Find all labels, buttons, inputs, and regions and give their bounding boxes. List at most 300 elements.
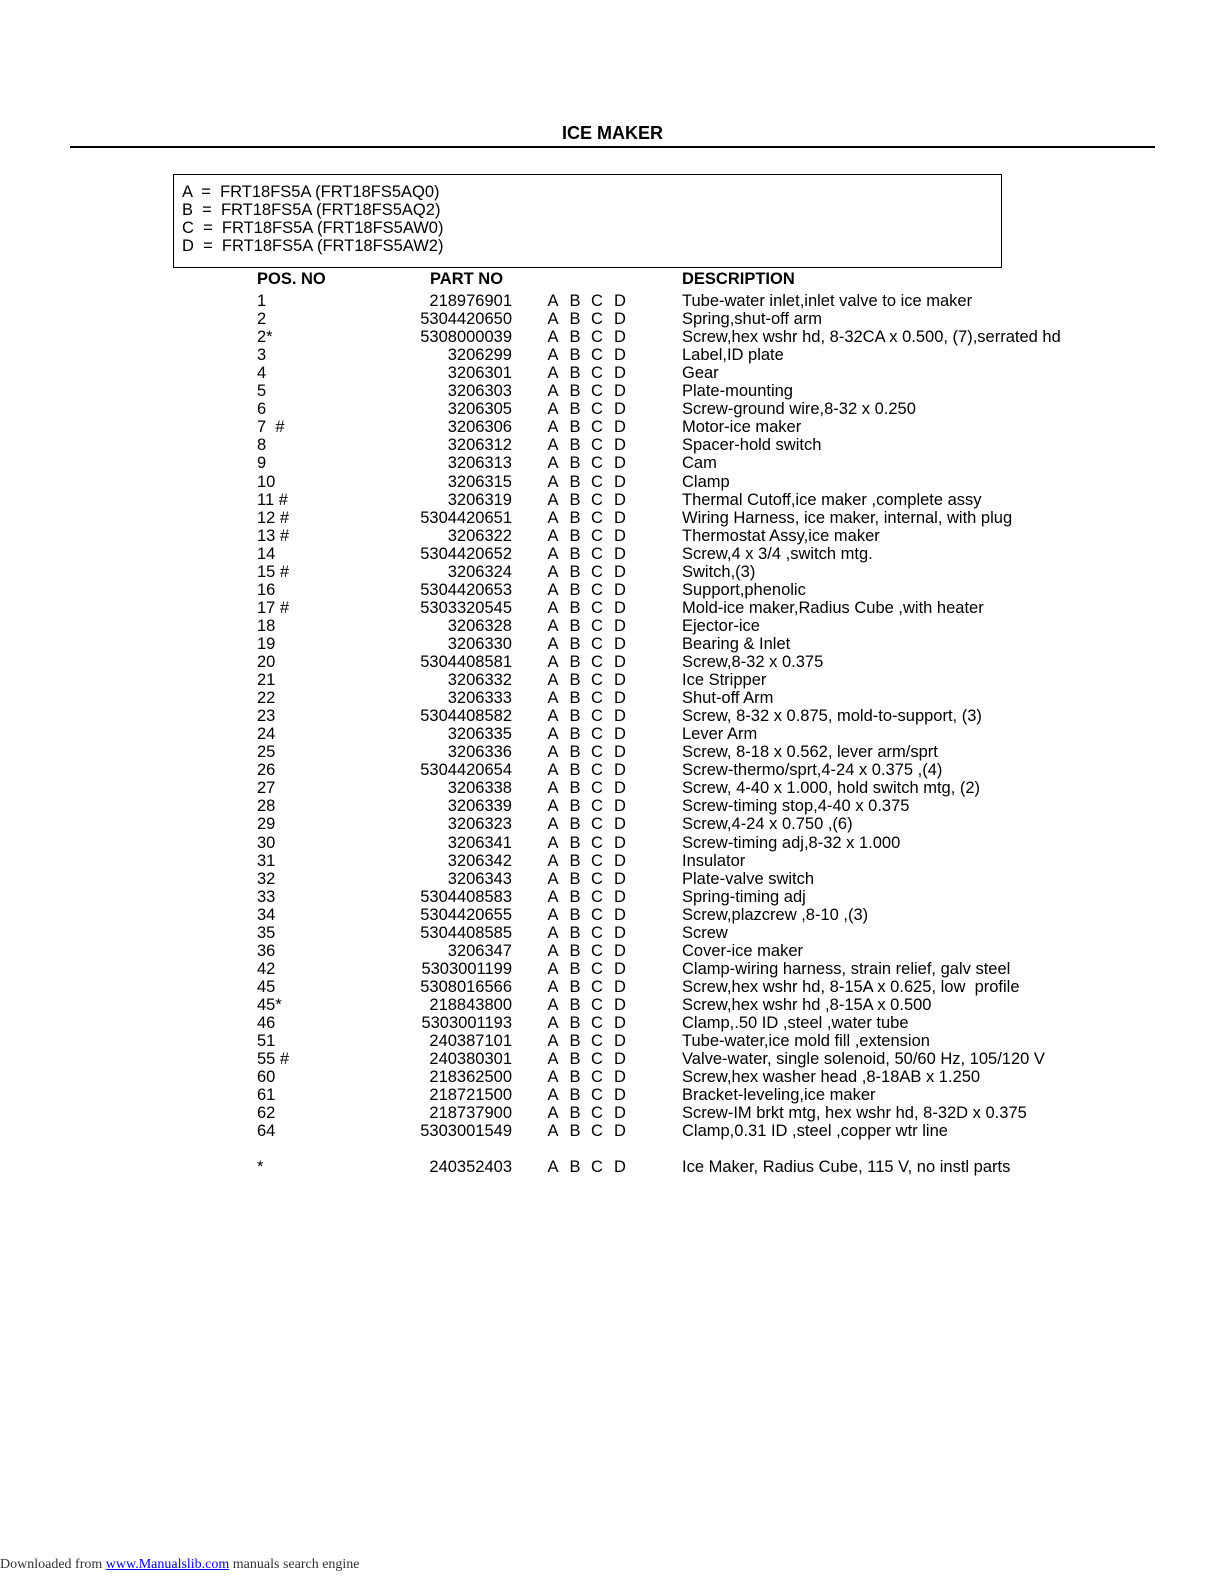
pos-no: 13 # [257, 526, 290, 545]
table-row [0, 888, 1225, 906]
pos-no: 25 [257, 743, 276, 762]
part-no: 5303001193 [421, 1014, 512, 1032]
page-title: ICE MAKER [561, 123, 663, 143]
model-code: B [569, 544, 581, 563]
model-code: A [547, 779, 559, 798]
model-code: A [547, 977, 559, 996]
model-legend-line: C = FRT18FS5A (FRT18FS5AW0) [182, 219, 444, 237]
part-no: 3206312 [447, 436, 512, 455]
description: Tube-water inlet,inlet valve to ice maker [682, 292, 973, 310]
model-code: B [569, 436, 581, 455]
table-row [0, 815, 1225, 833]
table-row [0, 1068, 1225, 1086]
model-legend-line: A = FRT18FS5A (FRT18FS5AQ0) [182, 183, 440, 201]
model-code: D [614, 472, 626, 491]
part-no: 5308000039 [420, 328, 512, 347]
pos-no: 2* [257, 328, 273, 347]
model-code: C [591, 454, 603, 473]
footer-suffix: manuals search engine [229, 1557, 360, 1572]
table-row [0, 599, 1225, 617]
model-code: C [591, 364, 603, 383]
description: Clamp,.50 ID ,steel ,water tube [682, 1014, 909, 1032]
description: Screw,8-32 x 0.375 [682, 653, 824, 671]
part-no: 5304408581 [420, 653, 512, 671]
table-row [0, 1032, 1225, 1050]
model-code: A [547, 815, 559, 834]
table-row [0, 454, 1225, 472]
pos-no: 2 [257, 310, 267, 329]
part-no: 5304420655 [420, 905, 512, 924]
table-row [0, 942, 1225, 960]
pos-no: 61 [257, 1086, 276, 1105]
model-code: B [569, 743, 581, 762]
part-no: 3206319 [447, 490, 512, 509]
model-code: A [547, 364, 559, 383]
table-row [0, 978, 1225, 996]
model-code: B [569, 779, 581, 798]
description: Screw,hex wshr hd, 8-32CA x 0.500, (7),serrated hd [682, 328, 1061, 347]
model-code: D [614, 1014, 626, 1032]
model-code: A [547, 472, 559, 491]
model-code: D [614, 490, 626, 509]
model-code: C [591, 580, 603, 599]
description: Spring,shut-off arm [682, 310, 823, 329]
model-code: D [614, 544, 626, 563]
part-no: 5304420651 [420, 508, 512, 527]
model-code: B [569, 364, 581, 383]
description: Mold-ice maker,Radius Cube ,with heater [682, 598, 984, 617]
model-code: A [547, 562, 559, 581]
model-code: B [569, 310, 581, 329]
model-legend-line: D = FRT18FS5A (FRT18FS5AW2) [182, 237, 444, 255]
description: Shut-off Arm [682, 689, 774, 708]
model-code: D [614, 851, 626, 870]
part-no: 5304420653 [420, 580, 512, 599]
description: Spacer-hold switch [682, 436, 822, 455]
part-no: 5308016566 [420, 977, 512, 996]
model-code: D [614, 1032, 626, 1051]
pos-no: 20 [257, 653, 276, 671]
pos-no: 26 [257, 761, 276, 780]
pos-no: 31 [257, 851, 276, 870]
model-code: D [614, 869, 626, 888]
table-row [0, 617, 1225, 635]
model-code: A [547, 707, 559, 726]
description: Ice Maker, Radius Cube, 115 V, no instl parts [682, 1158, 1011, 1177]
model-code: A [547, 941, 559, 960]
model-code: B [569, 1032, 581, 1051]
description: Clamp-wiring harness, strain relief, galv steel [682, 959, 1011, 978]
model-code: D [614, 1068, 626, 1087]
pos-no: 17 # [257, 598, 290, 617]
model-code: C [591, 761, 603, 780]
pos-no: 62 [257, 1104, 276, 1123]
table-row [0, 1086, 1225, 1104]
model-code: C [591, 508, 603, 527]
model-code: C [591, 634, 603, 653]
part-no: 3206303 [447, 382, 512, 401]
model-code: B [569, 797, 581, 816]
description: Screw, 8-32 x 0.875, mold-to-support, (3) [682, 707, 982, 726]
part-no: 3206338 [447, 779, 512, 798]
part-no: 3206323 [447, 815, 512, 834]
model-code: C [591, 869, 603, 888]
pos-no: 22 [257, 689, 276, 708]
description: Screw,4 x 3/4 ,switch mtg. [682, 544, 873, 563]
part-no: 3206315 [447, 472, 512, 491]
model-code: A [547, 761, 559, 780]
part-no: 5304420650 [420, 310, 512, 329]
model-code: C [591, 995, 603, 1014]
part-no: 3206333 [447, 689, 512, 708]
pos-no: 19 [257, 634, 276, 653]
model-code: B [569, 346, 581, 365]
part-no: 3206339 [447, 797, 512, 816]
model-code: A [547, 292, 559, 310]
header-part-no: PART NO [430, 270, 504, 288]
model-code: D [614, 346, 626, 365]
model-code: D [614, 580, 626, 599]
model-code: B [569, 526, 581, 545]
model-code: A [547, 923, 559, 942]
table-row [0, 545, 1225, 563]
pos-no: 21 [257, 671, 276, 690]
model-code: A [547, 634, 559, 653]
table-row [0, 797, 1225, 815]
part-no: 3206330 [447, 634, 512, 653]
model-code: B [569, 1104, 581, 1123]
pos-no: 6 [257, 400, 267, 419]
table-row [0, 960, 1225, 978]
model-code: A [547, 653, 559, 671]
footer [0, 1557, 360, 1573]
model-code: B [569, 634, 581, 653]
model-code: A [547, 1014, 559, 1032]
model-code: D [614, 616, 626, 635]
table-row [0, 653, 1225, 671]
description: Screw-thermo/sprt,4-24 x 0.375 ,(4) [682, 761, 943, 780]
model-code: D [614, 562, 626, 581]
model-code: A [547, 995, 559, 1014]
model-code: A [547, 869, 559, 888]
model-code: B [569, 580, 581, 599]
part-no: 3206328 [447, 616, 512, 635]
part-no: 5304420652 [420, 544, 512, 563]
model-code: C [591, 743, 603, 762]
model-code: A [547, 743, 559, 762]
model-code: B [569, 905, 581, 924]
table-row [0, 346, 1225, 364]
model-code: C [591, 905, 603, 924]
model-code: A [547, 1032, 559, 1051]
description: Screw-ground wire,8-32 x 0.250 [682, 400, 916, 419]
description: Plate-mounting [682, 382, 793, 401]
model-code: C [591, 490, 603, 509]
model-code: A [547, 400, 559, 419]
model-code: C [591, 707, 603, 726]
model-code: A [547, 1068, 559, 1087]
table-row [0, 418, 1225, 436]
model-code: D [614, 418, 626, 437]
model-code: D [614, 689, 626, 708]
table-row [0, 527, 1225, 545]
description: Clamp [682, 472, 730, 491]
model-code: C [591, 346, 603, 365]
model-code: A [547, 1086, 559, 1105]
description: Clamp,0.31 ID ,steel ,copper wtr line [682, 1122, 948, 1141]
model-code: D [614, 598, 626, 617]
model-code: C [591, 779, 603, 798]
model-code: A [547, 959, 559, 978]
pos-no: 33 [257, 887, 276, 906]
pos-no: 34 [257, 905, 276, 924]
pos-no: 7 # [257, 418, 285, 437]
model-code: A [547, 490, 559, 509]
table-row [0, 707, 1225, 725]
table-row [0, 491, 1225, 509]
header-pos-no: POS. NO [257, 270, 326, 288]
model-code: D [614, 1104, 626, 1123]
model-code: D [614, 508, 626, 527]
model-code: C [591, 328, 603, 347]
model-code: D [614, 671, 626, 690]
description: Screw, 8-18 x 0.562, lever arm/sprt [682, 743, 938, 762]
pos-no: 36 [257, 941, 276, 960]
model-code: D [614, 797, 626, 816]
pos-no: 35 [257, 923, 276, 942]
model-code: A [547, 1158, 559, 1177]
model-code: B [569, 887, 581, 906]
pos-no: 18 [257, 616, 276, 635]
model-code: B [569, 382, 581, 401]
model-code: C [591, 671, 603, 690]
description: Screw-timing adj,8-32 x 1.000 [682, 833, 901, 852]
model-code: D [614, 707, 626, 726]
description: Bearing & Inlet [682, 634, 791, 653]
pos-no: 46 [257, 1014, 276, 1032]
table-row [0, 1122, 1225, 1140]
model-code: C [591, 544, 603, 563]
part-no: 3206341 [447, 833, 512, 852]
table-row [0, 436, 1225, 454]
model-code: B [569, 490, 581, 509]
pos-no: 30 [257, 833, 276, 852]
part-no: 3206322 [447, 526, 512, 545]
model-code: C [591, 1104, 603, 1123]
part-no: 3206299 [447, 346, 512, 365]
model-code: B [569, 598, 581, 617]
model-code: C [591, 400, 603, 419]
table-row [0, 400, 1225, 418]
description: Lever Arm [682, 725, 758, 744]
pos-no: 9 [257, 454, 267, 473]
table-row [0, 1104, 1225, 1122]
model-code: B [569, 328, 581, 347]
model-code: C [591, 1158, 603, 1177]
model-code: B [569, 833, 581, 852]
model-code: B [569, 815, 581, 834]
model-code: A [547, 833, 559, 852]
model-code: C [591, 562, 603, 581]
pos-no: 3 [257, 346, 267, 365]
model-code: C [591, 382, 603, 401]
description: Screw,plazcrew ,8-10 ,(3) [682, 905, 869, 924]
table-row [0, 671, 1225, 689]
part-no: 3206342 [447, 851, 512, 870]
part-no: 5303320545 [420, 598, 512, 617]
model-code: C [591, 418, 603, 437]
description: Screw [682, 923, 728, 942]
description: Plate-valve switch [682, 869, 815, 888]
pos-no: 1 [257, 292, 267, 310]
model-code: B [569, 1014, 581, 1032]
part-no: 5304408582 [420, 707, 512, 726]
description: Screw-timing stop,4-40 x 0.375 [682, 797, 910, 816]
part-no: 218843800 [429, 995, 512, 1014]
footer-link[interactable]: www.Manualslib.com [105, 1557, 230, 1572]
pos-no: 60 [257, 1068, 276, 1087]
model-code: C [591, 833, 603, 852]
model-code: C [591, 616, 603, 635]
model-code: A [547, 544, 559, 563]
table-row [0, 1050, 1225, 1068]
model-code: A [547, 526, 559, 545]
description: Switch,(3) [682, 562, 756, 581]
model-code: B [569, 689, 581, 708]
table-row [0, 509, 1225, 527]
model-code: C [591, 941, 603, 960]
table-row [0, 779, 1225, 797]
model-code: B [569, 653, 581, 671]
model-code: B [569, 508, 581, 527]
model-code: D [614, 779, 626, 798]
model-code: D [614, 364, 626, 383]
part-no: 5303001199 [421, 959, 512, 978]
pos-no: 11 # [257, 490, 288, 509]
model-code: A [547, 1104, 559, 1123]
pos-no: 45 [257, 977, 276, 996]
table-row [0, 761, 1225, 779]
model-code: B [569, 1050, 581, 1069]
model-code: A [547, 436, 559, 455]
table-row [0, 725, 1225, 743]
pos-no: 16 [257, 580, 276, 599]
model-code: D [614, 905, 626, 924]
model-code: D [614, 1122, 626, 1141]
part-no: 218721500 [429, 1086, 512, 1105]
model-code: A [547, 508, 559, 527]
model-code: D [614, 743, 626, 762]
description: Screw,hex wshr hd ,8-15A x 0.500 [682, 995, 932, 1014]
model-code: D [614, 1158, 626, 1177]
description: Gear [682, 364, 719, 383]
model-code: B [569, 761, 581, 780]
model-code: C [591, 526, 603, 545]
table-row [0, 996, 1225, 1014]
table-row [0, 870, 1225, 888]
table-row [0, 328, 1225, 346]
pos-no: 24 [257, 725, 276, 744]
description: Ice Stripper [682, 671, 767, 690]
part-no: 218737900 [429, 1104, 512, 1123]
model-code: B [569, 616, 581, 635]
part-no: 240380301 [429, 1050, 512, 1069]
model-code: A [547, 887, 559, 906]
table-row [0, 563, 1225, 581]
model-code: B [569, 1068, 581, 1087]
model-code: A [547, 689, 559, 708]
model-code: B [569, 292, 581, 310]
description: Screw,hex wshr hd, 8-15A x 0.625, low profile [682, 977, 1020, 996]
model-code: C [591, 815, 603, 834]
pos-no: 15 # [257, 562, 290, 581]
title-rule [70, 146, 1155, 148]
model-code: C [591, 472, 603, 491]
part-no: 3206305 [447, 400, 512, 419]
model-code: D [614, 400, 626, 419]
model-code: D [614, 436, 626, 455]
table-row [0, 473, 1225, 491]
description: Valve-water, single solenoid, 50/60 Hz, 105/120 V [682, 1050, 1045, 1069]
part-no: 5304408585 [420, 923, 512, 942]
table-row [0, 743, 1225, 761]
model-code: D [614, 761, 626, 780]
model-code: B [569, 941, 581, 960]
model-code: B [569, 869, 581, 888]
model-code: C [591, 436, 603, 455]
model-code: B [569, 959, 581, 978]
model-code: B [569, 1158, 581, 1177]
part-no: 218976901 [429, 292, 512, 310]
model-code: A [547, 346, 559, 365]
model-code: A [547, 598, 559, 617]
description: Cover-ice maker [682, 941, 804, 960]
pos-no: 8 [257, 436, 267, 455]
table-row [0, 1014, 1225, 1032]
model-code: B [569, 562, 581, 581]
model-code: B [569, 1086, 581, 1105]
model-code: D [614, 995, 626, 1014]
part-no: 3206301 [447, 364, 512, 383]
pos-no: 10 [257, 472, 276, 491]
model-code: C [591, 797, 603, 816]
model-code: C [591, 598, 603, 617]
part-no: 240352403 [429, 1158, 512, 1177]
header-description: DESCRIPTION [682, 270, 795, 288]
description: Spring-timing adj [682, 887, 806, 906]
model-code: B [569, 923, 581, 942]
description: Screw, 4-40 x 1.000, hold switch mtg, (2) [682, 779, 981, 798]
model-code: C [591, 1050, 603, 1069]
part-no: 218362500 [429, 1068, 512, 1087]
description: Thermostat Assy,ice maker [682, 526, 880, 545]
table-row [0, 852, 1225, 870]
description: Insulator [682, 851, 746, 870]
model-code: D [614, 526, 626, 545]
table-row [0, 906, 1225, 924]
model-code: A [547, 382, 559, 401]
table-row [0, 382, 1225, 400]
model-code: D [614, 328, 626, 347]
model-code: A [547, 580, 559, 599]
model-code: D [614, 941, 626, 960]
model-code: D [614, 653, 626, 671]
part-no: 5303001549 [420, 1122, 512, 1141]
part-no: 3206313 [447, 454, 512, 473]
table-row [0, 689, 1225, 707]
pos-no: 23 [257, 707, 276, 726]
model-code: D [614, 292, 626, 310]
